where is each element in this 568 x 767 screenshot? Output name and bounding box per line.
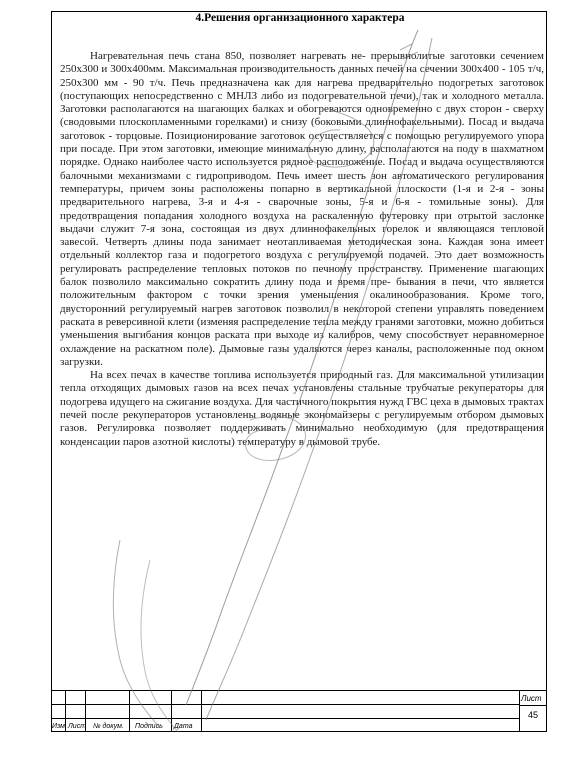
- body-text: [60, 50, 544, 449]
- title-block-col-line: [201, 691, 202, 732]
- title-block-col-line: [65, 691, 66, 732]
- sheet-number: 45: [528, 710, 539, 720]
- title-block-col-line: [129, 691, 130, 732]
- label-doc-no: № докум.: [93, 723, 124, 730]
- title-block-row-line: [51, 704, 519, 705]
- label-change: Изм: [52, 723, 65, 730]
- title-block-row-line: [51, 718, 519, 719]
- label-date: Дата: [174, 723, 193, 730]
- label-signature: Подпись: [135, 723, 163, 730]
- section-title: 4.Решения организационного характера: [195, 12, 405, 24]
- sheet-label: Лист: [521, 694, 542, 703]
- title-block-row-line: [519, 705, 547, 706]
- paragraph-1: Нагревательная печь стана 850, позволяет нагревать не- прерывнолитые заготовки сечением 250х300 и 300х400мм. Максимальная производительность данных печей на сечении 300х400 - 105 т/ч, 250х300 мм - 90 т/ч. Печь предназначена как для нагрева предварительно подогретых заготовок (поступающих непосредственно с МНЛЗ либо из подогревательной печи), так и холодного металла. Заготовки располагаются на шагающих балках и обогреваются одновременно с двух сторон - сверху (сводовыми плоскопламенными горелками) и снизу (боковыми длиннофакельными). Посад и выдача заготовок - торцовые. Позиционирование заготовок осуществляется с помощью регулируемого упора при посаде. При этом заготовки, имеющие минимальную длину, располагаются на поду в шахматном порядке. Однако наиболее часто используется рядное расположение. Посад и выдача осуществляются балочными механизмами с гидроприводом. Печь имеет шесть зон автоматического регулирования температуры, причем зоны расположены попарно в вертикальной плоскости (1-я и 2-я - зоны предварительного нагрева, 3-я и 4-я - сварочные зоны, 5-я и 6-я - томильные зоны). Для предотвращения попадания холодного воздуха на раскаленную футеровку при отрытой заслонке выдачи служит 7-я зона, состоящая из двух длиннофакельных горелок и являющаяся тепловой завесой. Четверть длины пода занимает неотапливаемая методическая зона. Каждая зона имеет отдельный коллектор газа и подогретого воздуха с регулируемой подачей. Это дает возможность регулировать распределение тепловых потоков по печному пространству. Применение шагающих балок позволило максимально сократить длину пода и время пре- бывания в печи, что является положительным фактором с точки зрения уменьшения окалинообразования. Кроме того, двусторонний регулируемый нагрев заготовок позволил в некоторой степени управлять поведением раската в реверсивной клети (изменяя распределение тепла между гранями заготовки, можно добиться уменьшения выгибания концов раската при выходе из калибров, чему способствует неравномерное охлаждение на раскатном поле). Дымовые газы удаляются через каналы, расположенные под окном загрузки.: [60, 50, 544, 368]
- paragraph-2: На всех печах в качестве топлива используется природный газ. Для максимальной утилизации тепла отходящих дымовых газов на всех печах установлены стальные трубчатые рекуператоры для подогрева идущего на сжигание воздуха. Для частичного покрытия нужд ГВС цеха в дымовых трактах печей после рекуператоров установлены водяные экономайзеры с регулируемым отбором дымовых газов. Регулировка позволяет поддерживать минимально необходимую (для предотвращения конденсации паров азотной кислоты) температуру в дымовой трубе.: [60, 369, 544, 448]
- label-sheet: Лист: [68, 723, 87, 730]
- title-block-col-line: [519, 691, 520, 732]
- title-block: [51, 690, 547, 732]
- title-block-col-line: [171, 691, 172, 732]
